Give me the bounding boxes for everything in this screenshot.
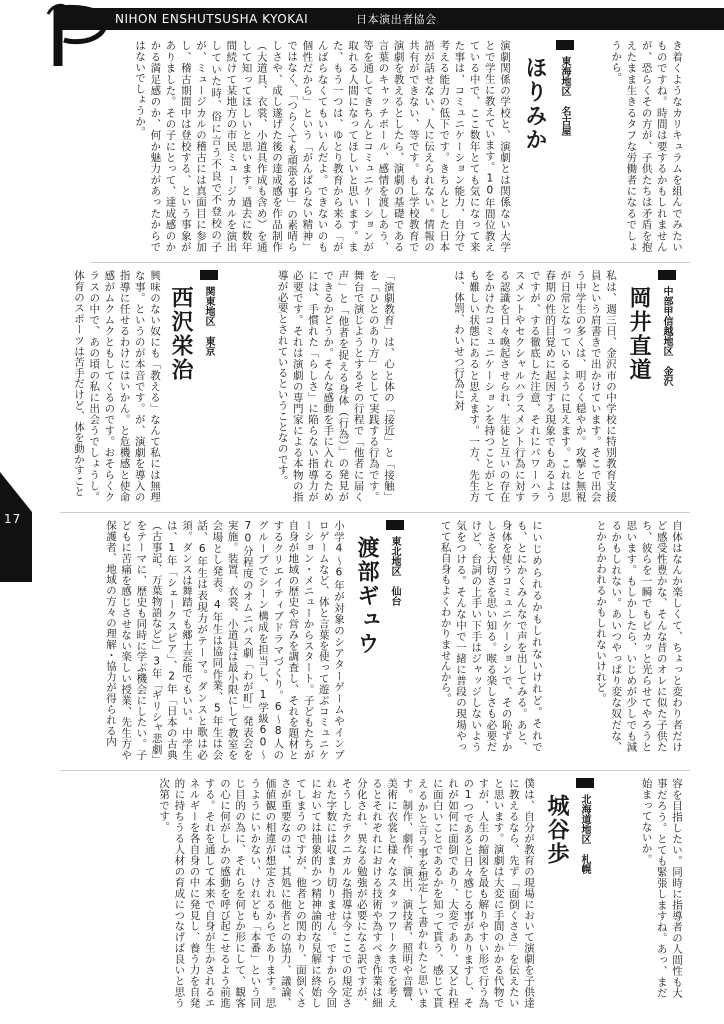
article-hori: 演劇関係の学校と、演劇とは関係ない大学とで学生に教えています。10年間位教えている中で、ここ数年とても気になって来た事は、コミュニケーション能力、自分で考える能力の低下です。きちんとした日本語が話せない、人に伝えられない。情報の共有ができない、等です。もし学校教育で演劇を教えるとしたら、演劇の基礎である言葉のキャッチボール、感情を渡しあう、等を通してきちんとコミュニケーションが取れる人間になってほしいと思います。また、もう一つは、ゆとり教育から来る「がんばらなくてもいいんだよ。できないのも個性だから」という「がんばらない精神」ではなく、「つらくても頑張る事」の素晴らしさや、成し遂げた後の達成感を作品制作（大道具、衣裳、小道具作成も含め）を通して知ってほしいと思います。過去に数年間続けて某地方の市民ミュージカルを演出していた時、俗に言う不良で不登校の子が、ミュージカルの稽古には真面目に参加し、稽古期間中は登校する、という事象がありました。その子にとって、達成感のかかる満足感のか、何か魅力があったからではないでしょうか。 [134,40,511,252]
author-region-hori: 東海地区 名古屋 [559,56,570,136]
page-number-tab-icon [0,472,32,582]
header-title: NIHON ENSHUTSUSHA KYOKAI [115,12,309,26]
page-number: 17 [4,512,22,526]
article-jo: 僕は、自分が教育の現場において演劇を子供達に教えるなら、先ず「面倒くささ」を伝えたいと思います。演劇は大変に手間のかかる代物ですが、人生の縮図を最も解りやすい形で行う為の1つであると日々感じる事がありますし、それが如何に面倒であり、大変であり、又どれ程に面白いことであるかを知って貰う、感じて貰えるかと言う事を想定して書かれたと思います。制作、劇作、演出、演技者、照明や音響、美術に衣裳と様々なスタッフワークまでを考えるとそれぞれにおける技術や為すべき作業は細分化され、異なる勉強が必要になる訳ですが、そうしたテクニカルな指導は今ここでの規定された字数には収まり切りません。ですから今回においては抽象的かつ精神論的な見解に終始してしまうのですが、他者との関わり、面倒くささが重要なのは、其処に他者との協力、議論、価値観の相違が想定されるからであります。思うようにいかない、けれども「本番」という同じ目的の為に、それらを何とか形にして、観客の心に何がしかの感動を呼び起こせるよう前進する。それを通して本来で自身が生かされるエネルギーを各自身の中に発見し、養う力を自発的に持ちうる人材の育成につなげば良いと思う次第です。 [158,778,535,1008]
author-region-okai: 中部甲信越地区 金沢 [661,286,672,386]
article-okai: 私は、週三日、金沢市の中学校に特別教育支援員という肩書きで出かけています。そこで出会う中学生の多くは、明るく穏やか。攻撃と無視が日常となっているように見えます。これは思春期の性的目覚めに起因する現象でもあるようですが、する徹底した注意、それにパワーハラスメントやセクシャルハラスメント行為に対する認識を日々喚起させられ、生徒と互いの存在をかけたコミュニケーションを持つことがとても難しい状態にあると思えます。一方、先生方は、体罰、わいせつ行為に対 [452,270,617,502]
article-mid-right-lead: 自体はなんか楽しくて、ちょっと変わり者だけど感受性豊かな、そんな昔のオレに似た子供たち、彼らを一瞬でもピカッと光らせてやろうと思います。もしかしたら、いじめが少しでも減るかもしれない。あいつやっぱり変な奴だな、とからかわれるかもしれないけれど。 [594,520,683,752]
author-marker-watabe [386,520,404,530]
author-name-watabe: 渡部ギュウ [354,536,379,656]
header-title-jp: 日本演出者協会 [356,13,437,26]
author-marker-nishizawa [200,270,218,280]
author-region-watabe: 東北地区 仙台 [389,536,400,606]
author-name-jo: 城谷歩 [544,794,569,866]
article-top-right-tail: き着くようなカリキュラムを組んでみたいものですね。時間は要するかもしれませんが、恐らくその方が、子供たちは矛盾を抱えたまま生きるタフな労働者になるでしょうから。 [610,40,683,252]
author-name-hori: ほりみか [522,56,547,152]
article-jo-lead: 容を目指したい。同時に指導者の人間性も大事だろう。とても緊張しますね。あっ、まだ始まってないか。 [640,778,683,998]
section-divider-middle [60,512,690,513]
author-region-nishizawa: 関東地区 東京 [203,286,214,356]
article-watabe: 小学4〜6年が対象のシアターゲームやインプロゲームなど、体と言葉を使って遊ぶコミュニケーション・メニューからスタート。子どもたちが自身が地域の歴史や営みを調査し、それを題材とするクリエイティブドラマづくり。6〜8人のグループでシーン構成を担当し、1学級60〜70分程度のオムニバス劇「わが町」発表会を実施。装置、衣裳、小道具は最小限にして教室を会場とし発表。4年生は協同作業、5年生は会話、6年生は表現力がテーマ。ダンスと歌は必須。ダンスは舞踏でも郷土芸能でもいい。中学生は、1年「シェークスピア」、2年「日本の古典（古事記、万葉物語など）」3年「ギリシャ悲劇」をテーマに、歴史も同時に学ぶ機会にしたい。子どもに苦痛を感じさせない楽しい授業、先生方や保護者、地域の方々の理解・協力が得られる内 [104,520,345,760]
author-region-jo: 北海道地区 札幌 [579,794,590,874]
author-name-okai: 岡井直道 [626,286,651,382]
author-name-nishizawa: 西沢栄治 [168,286,193,382]
section-divider [90,262,690,263]
article-nishizawa: 興味のない奴にも「教える」なんて私には無理な事。というのが本音です。が、演劇を導入の指導に任せるわけにはいかん。と危機感と使命感がムクムクともしてくるのです。おそらくクラスの中で、あの頃の私に出会うでしょうし。体育のスポーツは苦手だけど、体を動かすこと [72,270,161,502]
section-divider-lower [60,770,690,771]
article-mid-right-tail: にいじめられるかもしれないけれど。それでも、とにかくみんなで声を出してみる。あと、身体を使うコミュニケーションで、その恥ずかしさを大切さを思い知る。喉る楽しさも必要だけど、台詞の上手い下手はジャッジしないよう気をつける。そんな中で一緒に普段の現場やってて私自身もよくわかりませんから。 [439,520,543,752]
author-marker-jo [576,778,594,788]
article-okai-continued: 「演劇教育」は、心と体の「接近」と「接触」を「ひとのあり方」として実践する行為です。舞台で演じようとするその行程で「他者に届く声」と「他者を捉える身体（行為）」の発見ができるかどうか。そんな感動を手に入れるためには、手慣れた「らしさ」に陥らない指導力が必要です。それは演劇の専門家による本物の指導が必要とされているということなのです。 [276,270,395,502]
author-marker-hori [556,40,574,50]
author-marker-okai [658,270,676,280]
header-title-group [115,11,437,27]
